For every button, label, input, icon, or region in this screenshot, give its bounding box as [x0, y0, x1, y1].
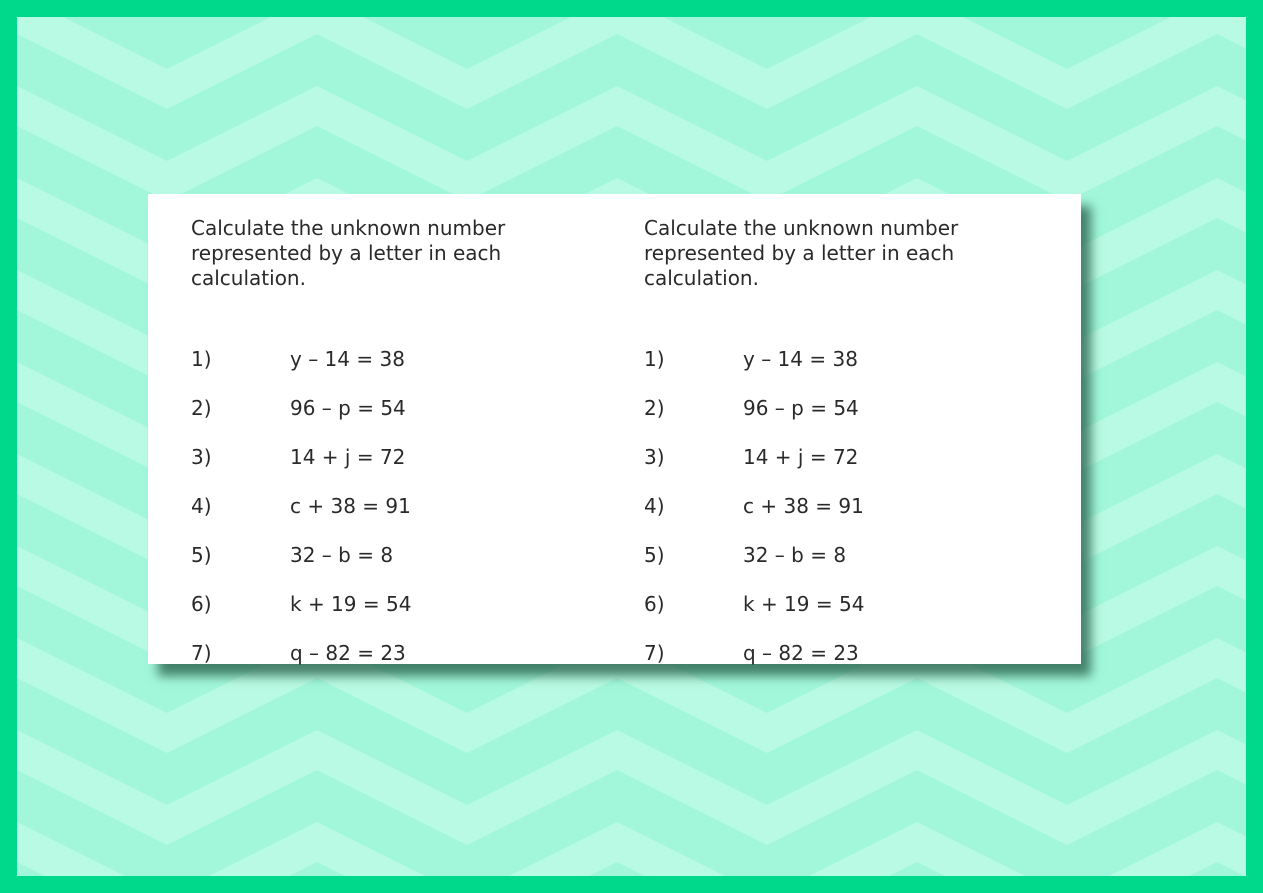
instruction-line: represented by a letter in each	[644, 241, 955, 265]
instruction-line: Calculate the unknown number	[191, 216, 506, 240]
question-equation: 14 + j = 72	[290, 445, 406, 469]
question-number: 1)	[644, 347, 665, 371]
chevron-background	[17, 17, 1246, 876]
question-number: 3)	[191, 445, 212, 469]
question-number: 3)	[644, 445, 665, 469]
question-equation: q – 82 = 23	[743, 641, 859, 665]
question-equation: 14 + j = 72	[743, 445, 859, 469]
question-equation: y – 14 = 38	[743, 347, 858, 371]
question-number: 2)	[191, 396, 212, 420]
question-equation: k + 19 = 54	[290, 592, 412, 616]
question-equation: 32 – b = 8	[743, 543, 847, 567]
question-number: 6)	[191, 592, 212, 616]
question-number: 5)	[644, 543, 665, 567]
question-equation: q – 82 = 23	[290, 641, 406, 665]
question-equation: c + 38 = 91	[290, 494, 411, 518]
question-number: 2)	[644, 396, 665, 420]
question-equation: c + 38 = 91	[743, 494, 864, 518]
question-number: 7)	[644, 641, 665, 665]
question-equation: 96 – p = 54	[290, 396, 406, 420]
question-number: 5)	[191, 543, 212, 567]
question-number: 6)	[644, 592, 665, 616]
instruction-line: calculation.	[644, 266, 759, 290]
question-equation: 32 – b = 8	[290, 543, 394, 567]
instruction-text	[644, 216, 1044, 291]
instruction-line: represented by a letter in each	[191, 241, 502, 265]
question-equation: k + 19 = 54	[743, 592, 865, 616]
question-equation: 96 – p = 54	[743, 396, 859, 420]
question-number: 4)	[644, 494, 665, 518]
question-number: 7)	[191, 641, 212, 665]
worksheet-card	[148, 194, 1081, 664]
question-equation: y – 14 = 38	[290, 347, 405, 371]
instruction-line: calculation.	[191, 266, 306, 290]
question-number: 1)	[191, 347, 212, 371]
question-number: 4)	[191, 494, 212, 518]
instruction-line: Calculate the unknown number	[644, 216, 959, 240]
instruction-text	[191, 216, 591, 291]
